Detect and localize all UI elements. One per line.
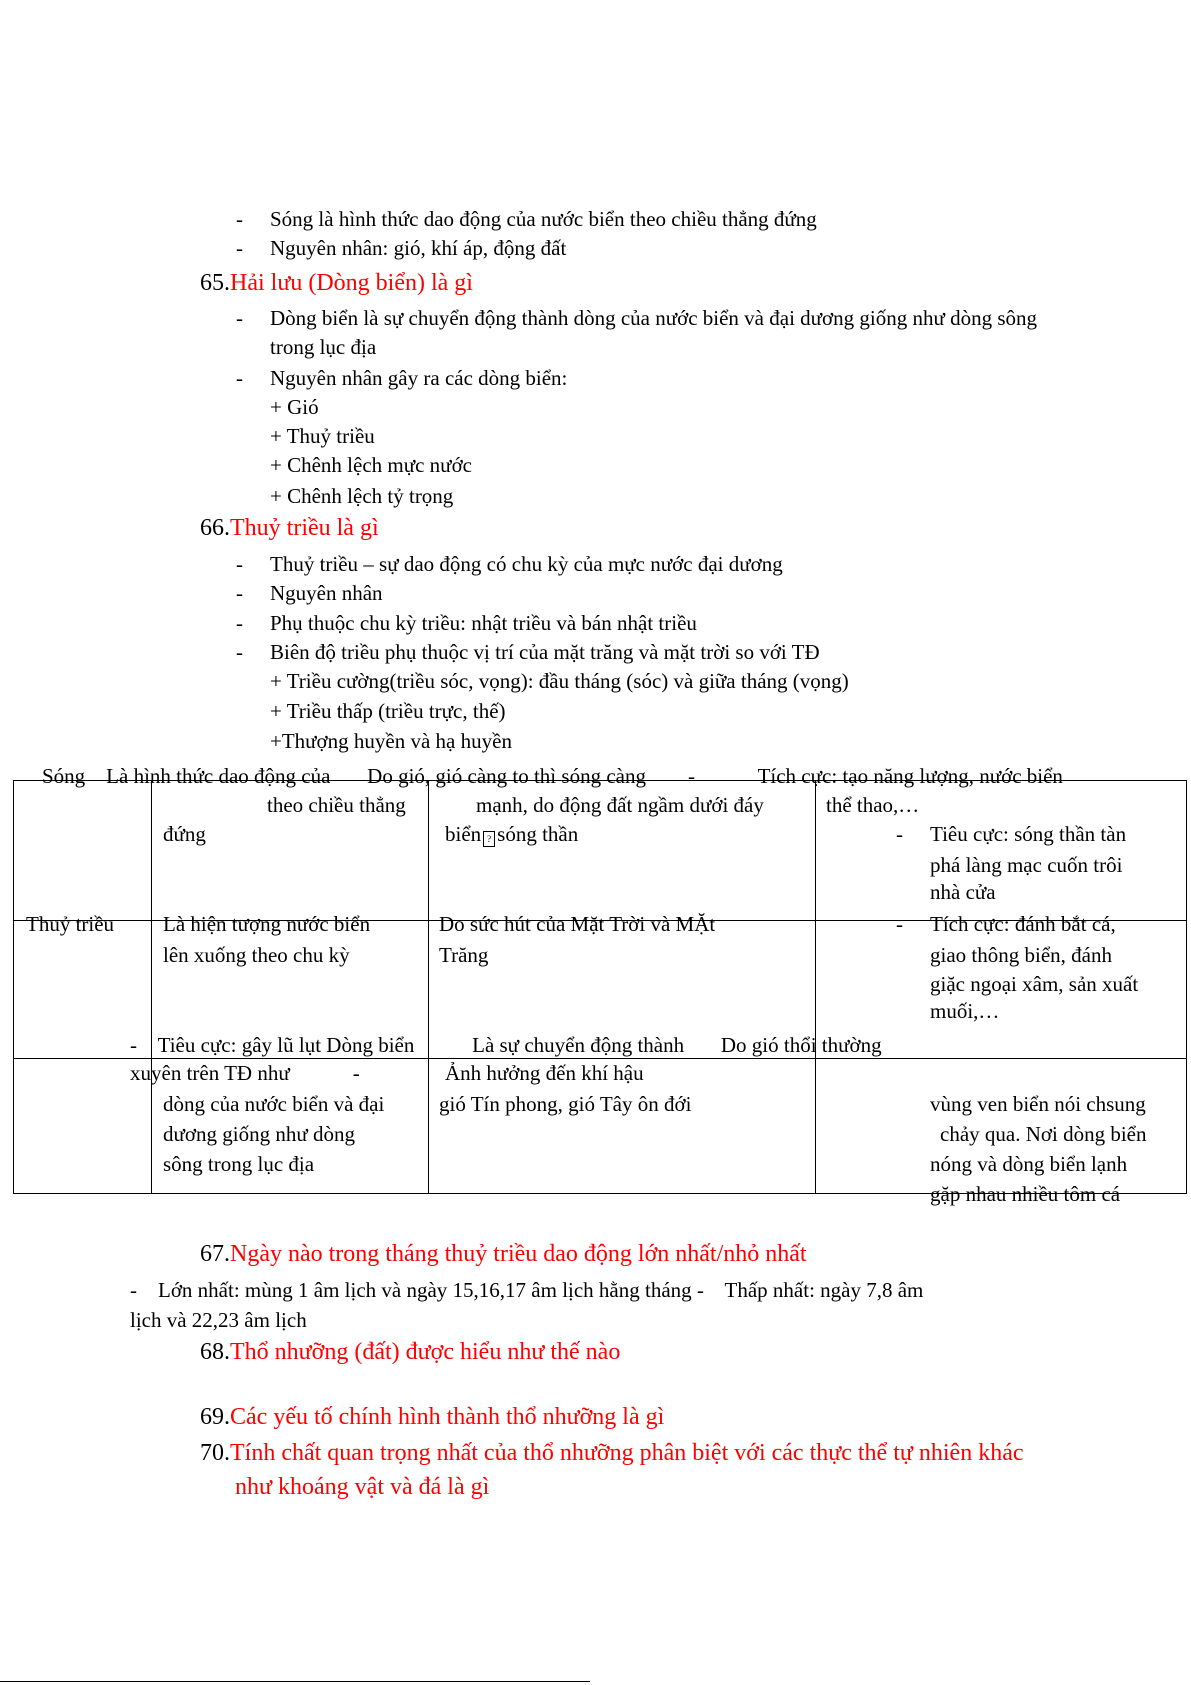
current-definition-line1: Dòng biển là sự chuyển động thành dòng của nước biển và đại dương giống như dòng sông <box>270 306 1038 330</box>
bullet-dash: - <box>236 236 243 260</box>
table-cell-effect: Tiêu cực: sóng thần tàn <box>930 822 1127 846</box>
table-column-divider <box>428 780 429 1194</box>
question-67-title: Ngày nào trong tháng thuỷ triều dao động lớn nhất/nhỏ nhất <box>230 1241 807 1267</box>
question-69-number: 69. <box>200 1404 230 1430</box>
wave-definition: Sóng là hình thức dao động của nước biển theo chiều thẳng đứng <box>270 207 817 231</box>
bullet-dash: - <box>236 306 243 330</box>
table-cell-effect: Ảnh hưởng đến khí hậu <box>445 1061 644 1085</box>
bullet-dash: - <box>896 822 903 846</box>
table-row1-overlap-line: Sóng Là hình thức dao động của Do gió, gió càng to thì sóng càng - Tích cực: tạo năng lượng, nước biển <box>42 764 1063 788</box>
bullet-dash: - <box>236 581 243 605</box>
table-cell-effect: chảy qua. Nơi dòng biển <box>940 1122 1147 1146</box>
question-70-title-cont: như khoáng vật và đá là gì <box>235 1474 490 1500</box>
table-cell-effect: nóng và dòng biển lạnh <box>930 1152 1128 1176</box>
table-border-right <box>1186 780 1187 1194</box>
question-67-answer-line2: lịch và 22,23 âm lịch <box>130 1308 307 1332</box>
question-67-heading <box>200 1240 807 1269</box>
table-cell-definition: sông trong lục địa <box>163 1152 315 1176</box>
table-cell-cause: Trăng <box>439 943 489 967</box>
table-cell-cause: gió Tín phong, gió Tây ôn đới <box>439 1092 692 1116</box>
page-footer-rule <box>0 1681 590 1682</box>
table-cell-effect: gặp nhau nhiều tôm cá <box>930 1182 1121 1206</box>
table-cell-effect: nhà cửa <box>930 880 996 904</box>
table-cell-definition: đứng <box>163 822 206 846</box>
bullet-dash: - <box>896 912 903 936</box>
question-65-number: 65. <box>200 270 230 296</box>
question-70-title: Tính chất quan trọng nhất của thổ nhưỡng phân biệt với các thực thể tự nhiên khác <box>230 1440 1024 1466</box>
question-70-number: 70. <box>200 1440 230 1466</box>
table-cell-effect: giặc ngoại xâm, sản xuất <box>930 972 1139 996</box>
tide-sub-item: + Triều thấp (triều trực, thế) <box>270 699 506 723</box>
tide-bullet: Nguyên nhân <box>270 581 383 605</box>
table-column-divider <box>815 780 816 1194</box>
table-cell-definition: theo chiều thẳng <box>267 793 406 817</box>
cause-item: + Gió <box>270 395 319 419</box>
question-66-title: Thuỷ triều là gì <box>230 515 379 541</box>
cause-item: + Chênh lệch tỷ trọng <box>270 484 454 508</box>
question-66-heading <box>200 514 379 543</box>
question-67-number: 67. <box>200 1241 230 1267</box>
question-69-title: Các yếu tố chính hình thành thổ nhưỡng là gì <box>230 1404 665 1430</box>
table-cell-cause: Do sức hút của Mặt Trời và MẶt <box>439 912 716 936</box>
bullet-dash: - <box>236 552 243 576</box>
table-row3-line2: xuyên trên TĐ như - <box>130 1061 360 1085</box>
table-cell-cause: mạnh, do động đất ngầm dưới đáy <box>476 793 764 817</box>
wave-cause: Nguyên nhân: gió, khí áp, động đất <box>270 236 567 260</box>
table-border-left <box>13 780 14 1194</box>
question-68-title: Thổ nhưỡng (đất) được hiểu như thế nào <box>230 1339 621 1365</box>
cause-item: + Thuỷ triều <box>270 424 375 448</box>
cause-item: + Chênh lệch mực nước <box>270 453 472 477</box>
table-column-divider <box>151 780 152 1194</box>
table-cell-name: Thuỷ triều <box>26 912 115 936</box>
question-66-number: 66. <box>200 515 230 541</box>
table-cell-definition: Là hiện tượng nước biển <box>163 912 371 936</box>
table-cell-cause <box>445 820 578 849</box>
bullet-dash: - <box>236 207 243 231</box>
table-cell-effect: phá làng mạc cuốn trôi <box>930 853 1123 877</box>
tide-bullet: Biên độ triều phụ thuộc vị trí của mặt trăng và mặt trời so với TĐ <box>270 640 820 664</box>
tide-bullet: Thuỷ triều – sự dao động có chu kỳ của mực nước đại dương <box>270 552 783 576</box>
bullet-dash: - <box>236 366 243 390</box>
table-cell-effect: Tích cực: đánh bắt cá, <box>930 912 1116 936</box>
current-definition-line2: trong lục địa <box>270 335 377 359</box>
question-67-answer-line1: - Lớn nhất: mùng 1 âm lịch và ngày 15,16,17 âm lịch hằng tháng - Thấp nhất: ngày 7,8 âm <box>130 1278 924 1302</box>
table-row3-overlap-line: - Tiêu cực: gây lũ lụt Dòng biển Là sự chuyển động thành Do gió thổi thường <box>130 1033 882 1057</box>
tide-bullet: Phụ thuộc chu kỳ triều: nhật triều và bán nhật triều <box>270 611 697 635</box>
table-cell-definition: dòng của nước biển và đại <box>163 1092 385 1116</box>
question-65-heading <box>200 269 473 298</box>
table-cell-cause-text: biển <box>445 822 482 846</box>
question-70-heading <box>200 1439 1024 1468</box>
question-68-heading <box>200 1338 620 1367</box>
current-cause-intro: Nguyên nhân gây ra các dòng biển: <box>270 366 568 390</box>
table-cell-effect: giao thông biển, đánh <box>930 943 1112 967</box>
table-cell-effect: muối,… <box>930 999 1000 1023</box>
question-69-heading <box>200 1403 664 1432</box>
missing-glyph-icon: ? <box>483 831 495 847</box>
bullet-dash: - <box>236 640 243 664</box>
tide-sub-item: +Thượng huyền và hạ huyền <box>270 729 512 753</box>
bullet-dash: - <box>236 611 243 635</box>
table-cell-definition: dương giống như dòng <box>163 1122 355 1146</box>
table-cell-effect: vùng ven biển nói chsung <box>930 1092 1146 1116</box>
table-cell-effect: thể thao,… <box>826 793 920 817</box>
question-68-number: 68. <box>200 1339 230 1365</box>
tide-sub-item: + Triều cường(triều sóc, vọng): đầu tháng (sóc) và giữa tháng (vọng) <box>270 669 849 693</box>
table-cell-cause-text: sóng thần <box>497 822 579 846</box>
table-cell-definition: lên xuống theo chu kỳ <box>163 943 350 967</box>
question-65-title: Hải lưu (Dòng biển) là gì <box>230 270 473 296</box>
